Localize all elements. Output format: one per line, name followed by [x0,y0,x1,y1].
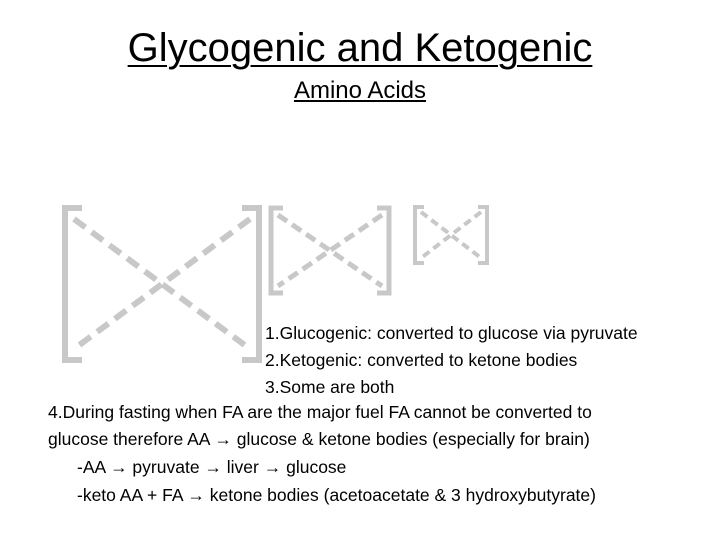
slide-subtitle-text: Amino Acids [293,77,427,104]
sub-item-2: -keto AA + FA → ketone bodies (acetoacetate & 3 hydroxybutyrate) [77,485,596,505]
list-item-4-line-2: glucose therefore AA → glucose & ketone bodies (especially for brain) [48,429,590,449]
sub-item-1: -AA → pyruvate → liver → glucose [77,457,347,477]
image-placeholder-small-icon [413,205,489,265]
image-placeholder-medium-icon [268,205,392,296]
list-item-2: 2.Ketogenic: converted to ketone bodies [265,350,578,370]
list-item-3: 3.Some are both [265,377,395,397]
list-item-4-line-1: 4.During fasting when FA are the major fuel FA cannot be converted to [48,402,592,422]
slide-title: Glycogenic and Ketogenic [127,26,593,70]
image-placeholder-large-icon [62,205,262,363]
list-item-1: 1.Glucogenic: converted to glucose via pyruvate [265,323,638,343]
slide-subtitle [0,76,720,106]
